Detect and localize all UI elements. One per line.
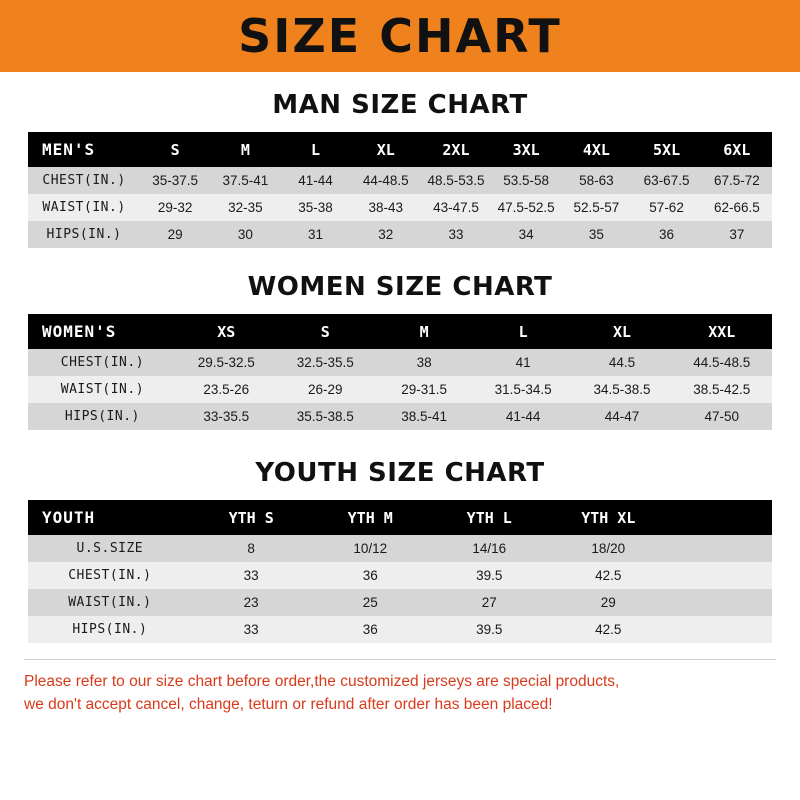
cell: 39.5 [430,616,549,643]
column-header: YTH L [466,508,512,527]
row-label: CHEST(IN.) [28,167,140,194]
cell: 36 [631,221,701,248]
cell: 10/12 [311,535,430,562]
row-label: WAIST(IN.) [28,376,177,403]
column-header: 3XL [512,140,540,159]
column-header: YOUTH [42,508,96,527]
cell: 14/16 [430,535,549,562]
youth-size-table [28,500,772,643]
cell: 29-31.5 [375,376,474,403]
table-row [28,403,772,430]
header-banner [0,0,800,72]
table-row [28,562,772,589]
column-header: XL [613,322,632,341]
cell: 35 [561,221,631,248]
cell: 44-47 [573,403,672,430]
row-label: WAIST(IN.) [28,589,192,616]
table-row [28,349,772,376]
column-header: WOMEN'S [42,322,117,341]
cell: 38 [375,349,474,376]
column-header: M [240,140,250,159]
women-section [0,272,800,430]
row-label: CHEST(IN.) [28,349,177,376]
column-header: XL [376,140,395,159]
cell: 33 [192,562,311,589]
cell: 29-32 [140,194,210,221]
cell: 44-48.5 [351,167,421,194]
cell: 38.5-41 [375,403,474,430]
cell: 29 [549,589,668,616]
man-size-table [28,132,772,248]
footer-disclaimer [24,659,776,717]
cell: 32.5-35.5 [276,349,375,376]
table-header-row [28,314,772,349]
row-label: U.S.SIZE [28,535,192,562]
column-header: 2XL [442,140,470,159]
cell [668,616,772,643]
table-row [28,167,772,194]
column-header: XXL [708,322,736,341]
table-row [28,616,772,643]
column-header: YTH XL [581,508,636,527]
youth-section-title: YOUTH SIZE CHART [255,458,545,488]
cell: 43-47.5 [421,194,491,221]
footer-line-2: we don't accept cancel, change, teturn or refund after order has been placed! [24,696,553,714]
cell: 33 [192,616,311,643]
cell: 39.5 [430,562,549,589]
column-header: MEN'S [42,140,96,159]
table-row [28,589,772,616]
cell: 33-35.5 [177,403,276,430]
column-header: YTH S [228,508,274,527]
cell: 36 [311,562,430,589]
cell: 35.5-38.5 [276,403,375,430]
table-row [28,535,772,562]
column-header: 4XL [582,140,610,159]
column-header: XS [217,322,236,341]
footer-line-1: Please refer to our size chart before order,the customized jerseys are special products, [24,673,620,690]
table-row [28,194,772,221]
row-label: HIPS(IN.) [28,616,192,643]
cell: 23.5-26 [177,376,276,403]
cell: 18/20 [549,535,668,562]
cell: 53.5-58 [491,167,561,194]
cell: 41 [474,349,573,376]
cell: 44.5-48.5 [672,349,773,376]
cell: 62-66.5 [702,194,772,221]
cell: 38-43 [351,194,421,221]
cell: 47.5-52.5 [491,194,561,221]
man-section-title: MAN SIZE CHART [272,90,528,120]
column-header: L [518,322,528,341]
cell: 33 [421,221,491,248]
cell: 31 [280,221,350,248]
column-header: L [311,140,321,159]
cell: 29 [140,221,210,248]
cell: 41-44 [474,403,573,430]
cell [668,562,772,589]
cell: 44.5 [573,349,672,376]
row-label: HIPS(IN.) [28,221,140,248]
table-row [28,221,772,248]
row-label: HIPS(IN.) [28,403,177,430]
cell [668,589,772,616]
cell: 41-44 [280,167,350,194]
table-header-row [28,500,772,535]
cell: 37.5-41 [210,167,280,194]
cell: 63-67.5 [631,167,701,194]
column-header: M [419,322,429,341]
table-row [28,376,772,403]
cell: 42.5 [549,616,668,643]
cell: 37 [702,221,772,248]
cell: 31.5-34.5 [474,376,573,403]
women-size-table [28,314,772,430]
page-title: SIZE CHART [238,9,562,63]
cell: 57-62 [631,194,701,221]
cell [668,535,772,562]
youth-section [0,458,800,643]
man-section [0,90,800,248]
cell: 26-29 [276,376,375,403]
column-header: YTH M [347,508,393,527]
row-label: WAIST(IN.) [28,194,140,221]
women-section-title: WOMEN SIZE CHART [247,272,553,302]
cell: 32-35 [210,194,280,221]
cell: 52.5-57 [561,194,631,221]
cell: 23 [192,589,311,616]
cell: 47-50 [672,403,773,430]
cell: 32 [351,221,421,248]
cell: 34 [491,221,561,248]
cell: 25 [311,589,430,616]
cell: 48.5-53.5 [421,167,491,194]
cell: 58-63 [561,167,631,194]
cell: 34.5-38.5 [573,376,672,403]
column-header: S [170,140,180,159]
column-header: 5XL [653,140,681,159]
cell: 35-37.5 [140,167,210,194]
cell: 29.5-32.5 [177,349,276,376]
cell: 8 [192,535,311,562]
row-label: CHEST(IN.) [28,562,192,589]
cell: 30 [210,221,280,248]
cell: 35-38 [280,194,350,221]
cell: 42.5 [549,562,668,589]
cell: 36 [311,616,430,643]
cell: 67.5-72 [702,167,772,194]
column-header [668,500,772,535]
column-header: 6XL [723,140,751,159]
column-header: S [320,322,330,341]
cell: 38.5-42.5 [672,376,773,403]
cell: 27 [430,589,549,616]
table-header-row [28,132,772,167]
